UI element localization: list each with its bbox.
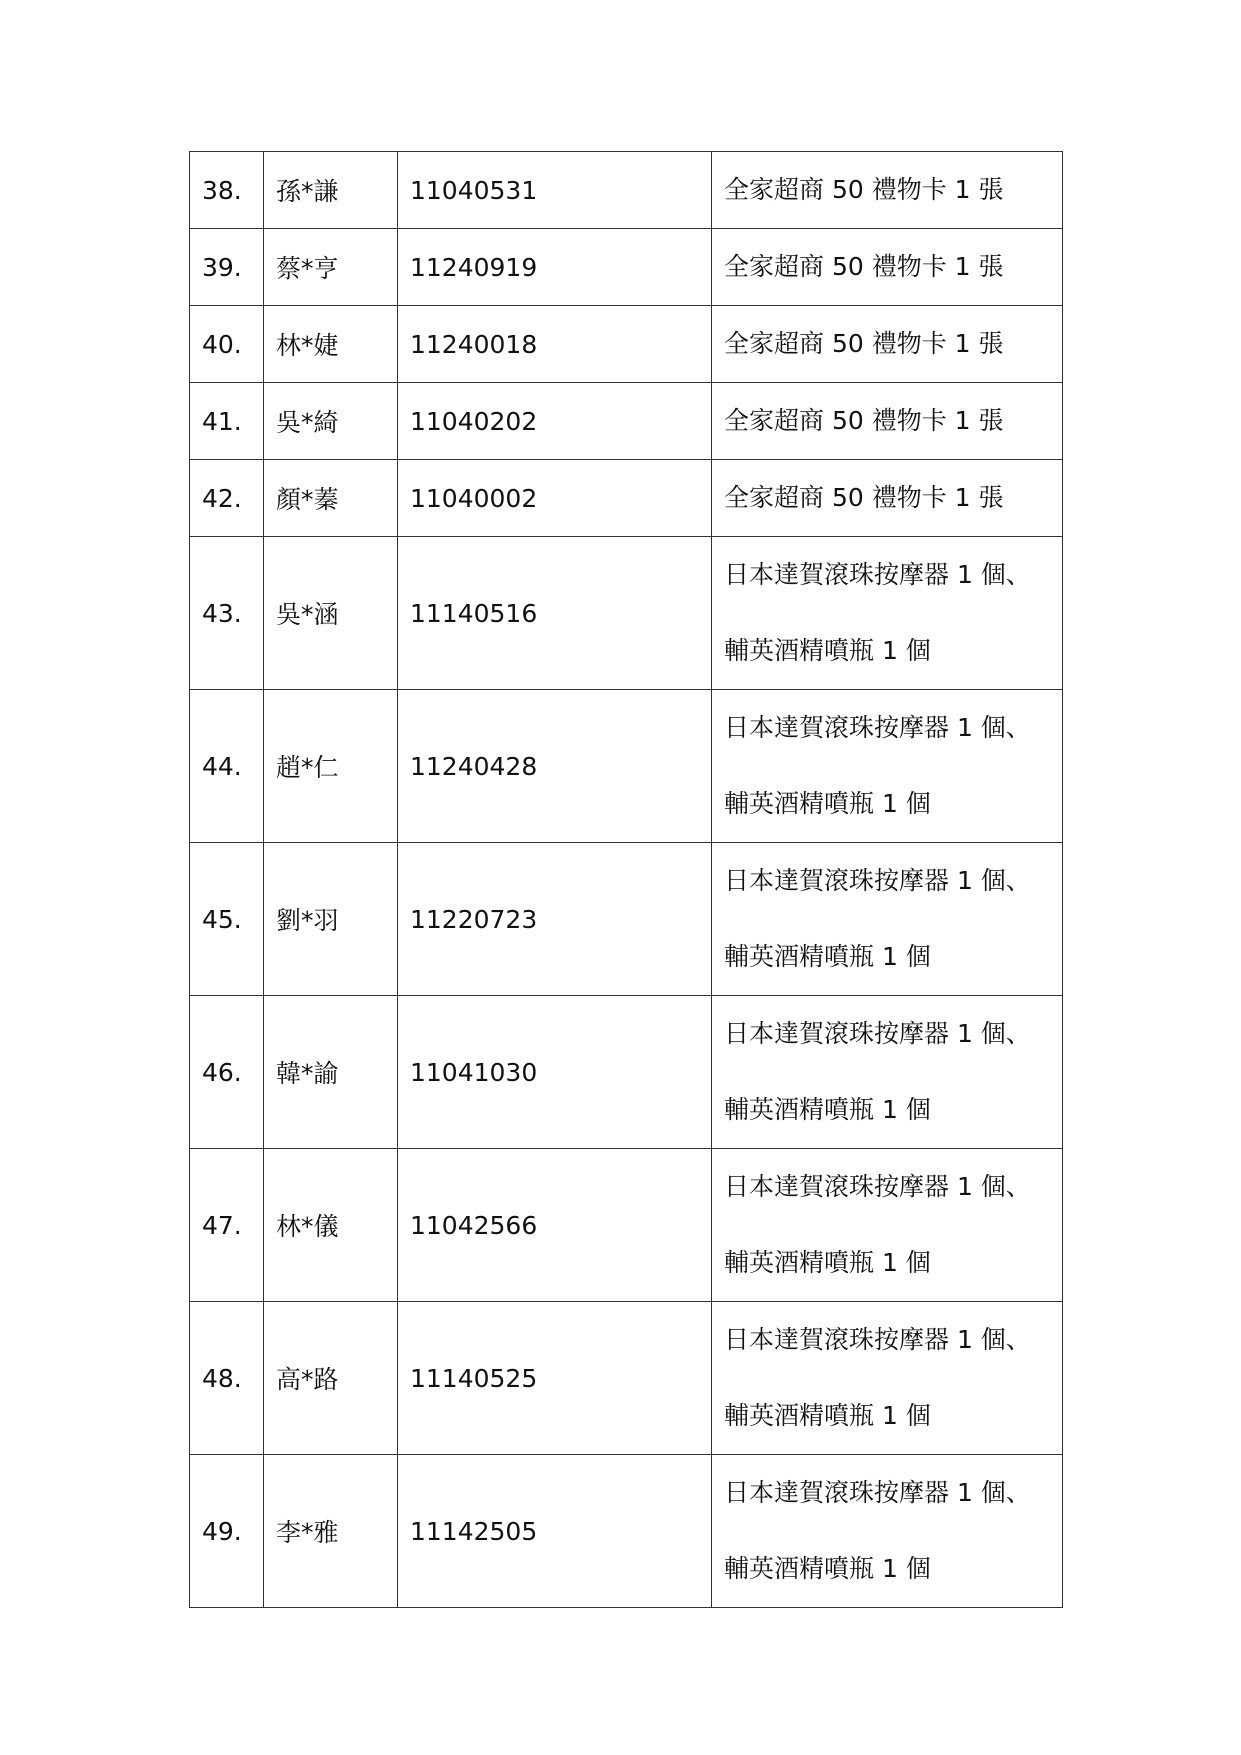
student-id-cell: 11042566 (398, 1149, 712, 1302)
winners-table (189, 151, 1063, 1608)
prize-line: 全家超商 50 禮物卡 1 張 (724, 175, 1004, 204)
row-number-cell: 48. (190, 1302, 264, 1455)
prize-line: 輔英酒精噴瓶 1 個 (724, 1554, 931, 1583)
winner-name-cell: 顏*蓁 (264, 460, 398, 537)
winner-name-cell: 劉*羽 (264, 843, 398, 996)
prize-cell (712, 843, 1063, 996)
prize-cell (712, 152, 1063, 229)
table-row (190, 1149, 1063, 1302)
table-row (190, 843, 1063, 996)
prize-line: 全家超商 50 禮物卡 1 張 (724, 252, 1004, 281)
table-row (190, 306, 1063, 383)
prize-line: 全家超商 50 禮物卡 1 張 (724, 329, 1004, 358)
student-id-cell: 11040531 (398, 152, 712, 229)
winner-name-cell: 孫*謙 (264, 152, 398, 229)
winners-table-body (190, 152, 1063, 1608)
winner-name-cell: 吳*涵 (264, 537, 398, 690)
prize-line: 日本達賀滾珠按摩器 1 個、 (724, 1172, 1031, 1201)
student-id-cell: 11220723 (398, 843, 712, 996)
winner-name-cell: 韓*諭 (264, 996, 398, 1149)
student-id-cell: 11040002 (398, 460, 712, 537)
prize-cell (712, 383, 1063, 460)
row-number-cell: 45. (190, 843, 264, 996)
prize-line: 日本達賀滾珠按摩器 1 個、 (724, 1478, 1031, 1507)
student-id-cell: 11240428 (398, 690, 712, 843)
table-row (190, 537, 1063, 690)
table-row (190, 229, 1063, 306)
student-id-cell: 11240919 (398, 229, 712, 306)
row-number-cell: 40. (190, 306, 264, 383)
student-id-cell: 11041030 (398, 996, 712, 1149)
row-number-cell: 49. (190, 1455, 264, 1608)
prize-cell (712, 1455, 1063, 1608)
table-row (190, 1455, 1063, 1608)
prize-cell (712, 460, 1063, 537)
winner-name-cell: 趙*仁 (264, 690, 398, 843)
prize-line: 日本達賀滾珠按摩器 1 個、 (724, 866, 1031, 895)
table-row (190, 996, 1063, 1149)
prize-line: 日本達賀滾珠按摩器 1 個、 (724, 713, 1031, 742)
student-id-cell: 11142505 (398, 1455, 712, 1608)
student-id-cell: 11140516 (398, 537, 712, 690)
prize-cell (712, 537, 1063, 690)
winner-name-cell: 高*路 (264, 1302, 398, 1455)
table-row (190, 1302, 1063, 1455)
prize-line: 輔英酒精噴瓶 1 個 (724, 1095, 931, 1124)
table-row (190, 690, 1063, 843)
prize-line: 輔英酒精噴瓶 1 個 (724, 1401, 931, 1430)
prize-line: 日本達賀滾珠按摩器 1 個、 (724, 560, 1031, 589)
row-number-cell: 39. (190, 229, 264, 306)
row-number-cell: 41. (190, 383, 264, 460)
student-id-cell: 11140525 (398, 1302, 712, 1455)
table-row (190, 460, 1063, 537)
row-number-cell: 44. (190, 690, 264, 843)
prize-cell (712, 1149, 1063, 1302)
prize-line: 輔英酒精噴瓶 1 個 (724, 1248, 931, 1277)
row-number-cell: 42. (190, 460, 264, 537)
row-number-cell: 47. (190, 1149, 264, 1302)
prize-cell (712, 1302, 1063, 1455)
winner-name-cell: 林*婕 (264, 306, 398, 383)
prize-line: 全家超商 50 禮物卡 1 張 (724, 406, 1004, 435)
row-number-cell: 38. (190, 152, 264, 229)
row-number-cell: 43. (190, 537, 264, 690)
prize-line: 日本達賀滾珠按摩器 1 個、 (724, 1019, 1031, 1048)
prize-line: 輔英酒精噴瓶 1 個 (724, 789, 931, 818)
prize-cell (712, 229, 1063, 306)
table-row (190, 383, 1063, 460)
student-id-cell: 11240018 (398, 306, 712, 383)
table-row (190, 152, 1063, 229)
prize-line: 全家超商 50 禮物卡 1 張 (724, 483, 1004, 512)
winner-name-cell: 吳*綺 (264, 383, 398, 460)
prize-line: 輔英酒精噴瓶 1 個 (724, 942, 931, 971)
winner-name-cell: 蔡*亨 (264, 229, 398, 306)
prize-line: 輔英酒精噴瓶 1 個 (724, 636, 931, 665)
winner-name-cell: 林*儀 (264, 1149, 398, 1302)
winner-name-cell: 李*雅 (264, 1455, 398, 1608)
student-id-cell: 11040202 (398, 383, 712, 460)
row-number-cell: 46. (190, 996, 264, 1149)
prize-cell (712, 306, 1063, 383)
prize-line: 日本達賀滾珠按摩器 1 個、 (724, 1325, 1031, 1354)
prize-cell (712, 690, 1063, 843)
prize-cell (712, 996, 1063, 1149)
